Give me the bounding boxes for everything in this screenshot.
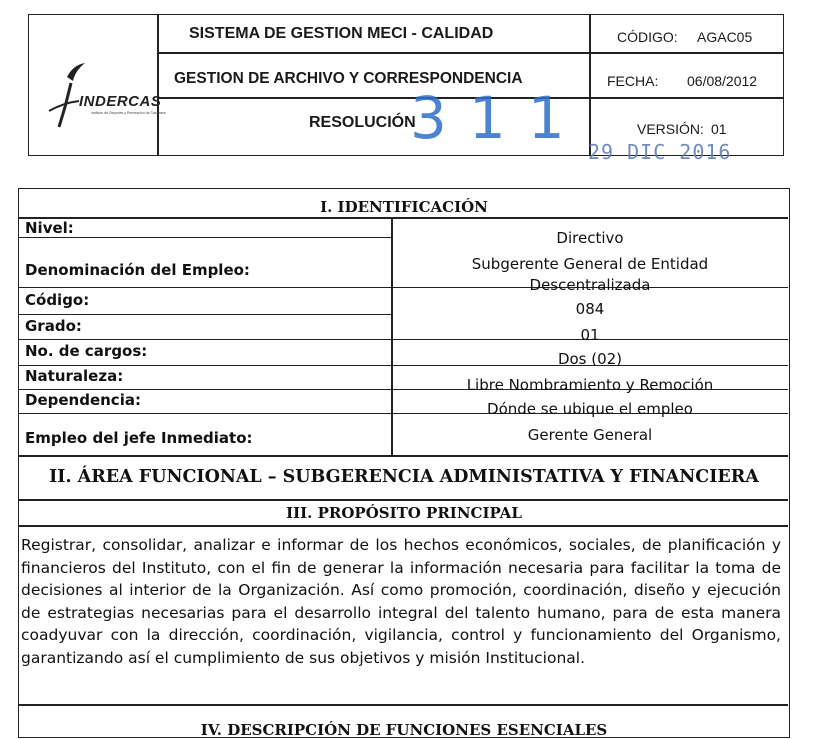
indercas-logo [29,15,166,155]
logo-subtext: Instituto de Deportes y Recreación de Casanare [91,111,166,115]
code-label: CÓDIGO: [617,29,678,45]
value-dependencia: Dónde se ubique el empleo [487,400,693,418]
logo-wordmark: INDERCAS [79,93,162,110]
label-codigo: Código: [25,291,90,309]
label-denominacion: Denominación del Empleo: [25,261,250,279]
value-jefe-inmediato: Gerente General [527,426,653,444]
label-no-cargos: No. de cargos: [25,342,148,360]
table-rule [19,314,392,315]
date-label: FECHA: [607,73,659,89]
table-rule [19,455,788,457]
label-nivel: Nivel: [25,219,74,237]
value-grado: 01 [580,326,600,344]
table-rule [19,237,392,238]
value-no-cargos: Dos (02) [557,350,623,368]
version-label: VERSIÓN: [637,121,704,137]
table-rule [19,704,788,706]
job-description-form [18,188,790,738]
proposito-text: Registrar, consolidar, analizar e informar de los hechos económicos, sociales, de planificación y financieros del Instituto, con el fin de generar la información necesaria para facilitar la toma de decisiones al interior de la Organización. Así como promoción, coordinación, diseño y ejecución de estrategias necesarias para el desarrollo integral del talento humano, para de esta manera coadyuvar con la dirección, coordinación, vigilancia, control y funcionamiento del Organismo, garantizando así el cumplimiento de sus objetivos y misión Institucional. [21,536,781,667]
value-naturaleza: Libre Nombramiento y Remoción [466,376,714,394]
table-rule [19,217,788,219]
code-value: AGAC05 [697,29,753,45]
label-jefe-inmediato: Empleo del jefe Inmediato: [25,429,253,447]
label-grado: Grado: [25,317,82,335]
version-value: 01 [711,121,727,137]
header-divider [589,15,591,155]
value-denominacion-cont: Descentralizada [529,276,651,294]
process-title: GESTION DE ARCHIVO Y CORRESPONDENCIA [174,70,523,87]
resolution-number-stamp: 311 [410,84,587,152]
section-identificacion-title: I. IDENTIFICACIÓN [320,198,488,216]
date-value: 06/08/2012 [687,73,758,89]
value-codigo: 084 [575,300,605,318]
table-rule [19,525,788,527]
section-proposito-title: III. PROPÓSITO PRINCIPAL [286,504,522,522]
torch-icon [29,15,162,155]
label-dependencia: Dependencia: [25,391,141,409]
value-nivel: Directivo [556,229,624,247]
section-area-funcional-title: II. ÁREA FUNCIONAL – SUBGERENCIA ADMINISTATIVA Y FINANCIERA [49,467,759,487]
section-funciones-title: IV. DESCRIPCIÓN DE FUNCIONES ESENCIALES [200,721,608,739]
document-type-title: RESOLUCIÓN [309,114,416,131]
document-header [28,14,784,156]
table-rule [19,499,788,501]
header-divider [157,52,783,54]
label-naturaleza: Naturaleza: [25,367,124,385]
system-title: SISTEMA DE GESTION MECI - CALIDAD [189,25,494,42]
value-denominacion: Subgerente General de Entidad [471,255,709,273]
resolution-date-stamp: 29 DIC 2016 [588,140,732,164]
